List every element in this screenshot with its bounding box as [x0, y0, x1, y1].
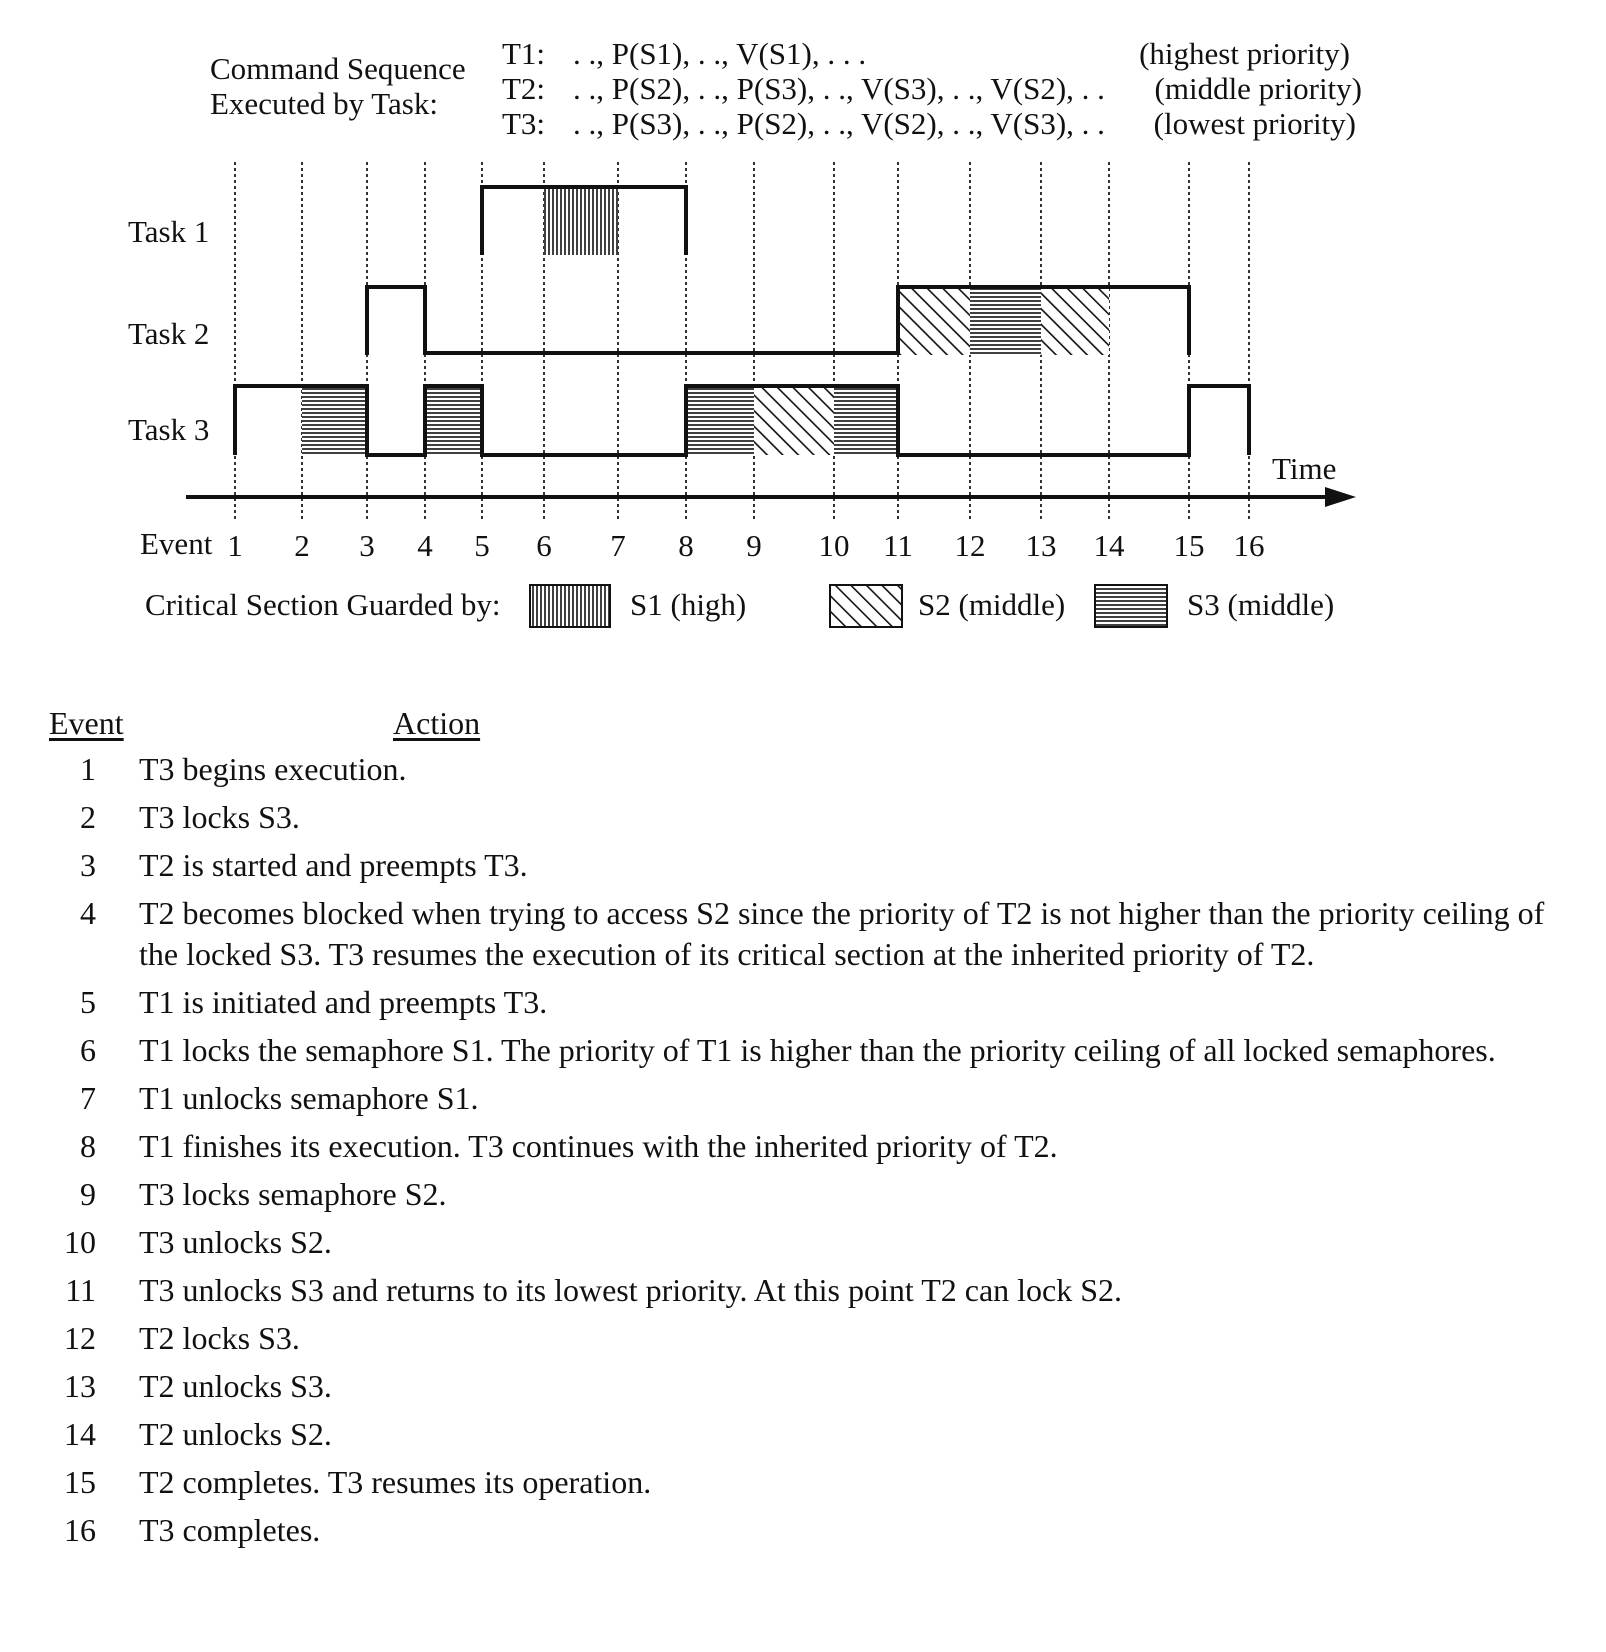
- event-number: 5: [80, 984, 96, 1020]
- event-tick-label: 8: [678, 528, 694, 563]
- event-action: T1 is initiated and preempts T3.: [139, 984, 548, 1020]
- time-axis-arrow-icon: [1325, 487, 1356, 507]
- event-tick-label: 11: [883, 528, 913, 563]
- event-action: T3 completes.: [139, 1512, 321, 1548]
- column-header-event: Event: [49, 705, 124, 741]
- event-action: T2 locks S3.: [139, 1320, 300, 1356]
- event-tick-label: 15: [1173, 528, 1205, 563]
- event-tick-label: 5: [474, 528, 490, 563]
- command-sequence-t3: . ., P(S3), . ., P(S2), . ., V(S2), . ., V(S3), . .: [573, 106, 1105, 141]
- table-row: [46, 982, 1586, 1023]
- task-name-t1: T1:: [502, 36, 546, 71]
- event-tick-label: 16: [1233, 528, 1265, 563]
- event-number: 7: [80, 1080, 96, 1116]
- table-row: [46, 749, 1586, 790]
- event-tick-label: 14: [1093, 528, 1125, 563]
- legend-swatch-s1: [530, 585, 610, 627]
- legend-swatch-s3: [1095, 585, 1167, 627]
- task-name-t2: T2:: [502, 71, 546, 106]
- event-number: 9: [80, 1176, 96, 1212]
- priority-ceiling-timeline-diagram: [0, 0, 1606, 660]
- table-row: [46, 1174, 1586, 1215]
- event-action: T1 locks the semaphore S1. The priority of T1 is higher than the priority ceiling of all locked semaphores.: [139, 1032, 1496, 1068]
- table-row: [46, 1126, 1586, 1167]
- event-number: 2: [80, 799, 96, 835]
- critical-section-s3-task-3: [302, 386, 367, 455]
- table-row: [46, 845, 1586, 886]
- table-row: [46, 1414, 1586, 1455]
- critical-section-s3-task-2: [970, 287, 1041, 355]
- event-tick-label: 13: [1025, 528, 1057, 563]
- legend-label-s1: S1 (high): [630, 587, 747, 622]
- event-action: T1 unlocks semaphore S1.: [139, 1080, 479, 1116]
- event-number: 15: [64, 1464, 96, 1500]
- legend-title: Critical Section Guarded by:: [145, 587, 501, 622]
- event-number: 8: [80, 1128, 96, 1164]
- table-row: [46, 1510, 1586, 1551]
- table-row: [46, 893, 1586, 975]
- event-number: 13: [64, 1368, 96, 1404]
- event-action: T3 locks semaphore S2.: [139, 1176, 447, 1212]
- event-number: 4: [80, 895, 96, 931]
- legend-swatch-s2: [830, 585, 902, 627]
- event-action: T3 begins execution.: [139, 751, 407, 787]
- priority-t2: (middle priority): [1154, 71, 1362, 106]
- event-action: T3 unlocks S2.: [139, 1224, 332, 1260]
- event-tick-label: 9: [746, 528, 762, 563]
- event-number: 3: [80, 847, 96, 883]
- legend-label-s2: S2 (middle): [918, 587, 1066, 622]
- event-number: 11: [65, 1272, 96, 1308]
- table-row: [46, 1222, 1586, 1263]
- event-number: 16: [64, 1512, 96, 1548]
- table-body: [46, 749, 1586, 1551]
- event-tick-label: 4: [417, 528, 433, 563]
- event-action: T2 unlocks S2.: [139, 1416, 332, 1452]
- critical-section-s3-task-3: [834, 386, 898, 455]
- critical-section-s3-task-3: [686, 386, 754, 455]
- executed-by-task-label: Executed by Task:: [210, 86, 438, 121]
- critical-section-s3-task-3: [425, 386, 482, 455]
- event-tick-labels: [227, 528, 1264, 563]
- priority-t1: (highest priority): [1139, 36, 1350, 71]
- priority-t3: (lowest priority): [1153, 106, 1356, 141]
- event-tick-label: 7: [610, 528, 626, 563]
- event-action: T2 is started and preempts T3.: [139, 847, 528, 883]
- event-number: 1: [80, 751, 96, 787]
- table-row: [46, 1318, 1586, 1359]
- command-sequence-t1: . ., P(S1), . ., V(S1), . . .: [573, 36, 867, 71]
- row-label-task-3: Task 3: [128, 412, 210, 447]
- event-action-table: [46, 705, 1586, 1558]
- table-header: [46, 705, 1586, 749]
- event-axis-label: Event: [140, 526, 213, 561]
- critical-section-s2-task-2: [1041, 287, 1109, 355]
- event-number: 14: [64, 1416, 96, 1452]
- column-header-action: Action: [393, 705, 481, 741]
- table-row: [46, 1366, 1586, 1407]
- time-axis-label: Time: [1272, 451, 1337, 486]
- event-action: T3 unlocks S3 and returns to its lowest priority. At this point T2 can lock S2.: [139, 1272, 1123, 1308]
- row-label-task-1: Task 1: [128, 214, 210, 249]
- table-row: [46, 1078, 1586, 1119]
- task-name-t3: T3:: [502, 106, 546, 141]
- table-row: [46, 1270, 1586, 1311]
- event-action: T2 becomes blocked when trying to access S2 since the priority of T2 is not higher than the priority ceiling of the locked S3. T3 resumes the execution of its critical section at the inherited priority of T2.: [139, 895, 1545, 972]
- critical-section-s2-task-2: [898, 287, 970, 355]
- event-tick-label: 2: [294, 528, 310, 563]
- legend-label-s3: S3 (middle): [1187, 587, 1335, 622]
- critical-section-s2-task-3: [754, 386, 834, 455]
- table-row: [46, 1030, 1586, 1071]
- event-action: T2 unlocks S3.: [139, 1368, 332, 1404]
- event-tick-label: 6: [536, 528, 552, 563]
- event-number: 12: [64, 1320, 96, 1356]
- event-tick-label: 1: [227, 528, 243, 563]
- table-row: [46, 797, 1586, 838]
- event-tick-label: 3: [359, 528, 375, 563]
- event-action: T2 completes. T3 resumes its operation.: [139, 1464, 652, 1500]
- event-tick-label: 12: [954, 528, 986, 563]
- event-action: T3 locks S3.: [139, 799, 300, 835]
- critical-section-s1-task-1: [544, 187, 618, 255]
- command-sequence-t2: . ., P(S2), . ., P(S3), . ., V(S3), . ., V(S2), . .: [573, 71, 1105, 106]
- command-sequence-label: Command Sequence: [210, 51, 466, 86]
- event-number: 6: [80, 1032, 96, 1068]
- event-number: 10: [64, 1224, 96, 1260]
- event-tick-label: 10: [818, 528, 850, 563]
- row-label-task-2: Task 2: [128, 316, 210, 351]
- event-action: T1 finishes its execution. T3 continues with the inherited priority of T2.: [139, 1128, 1058, 1164]
- table-row: [46, 1462, 1586, 1503]
